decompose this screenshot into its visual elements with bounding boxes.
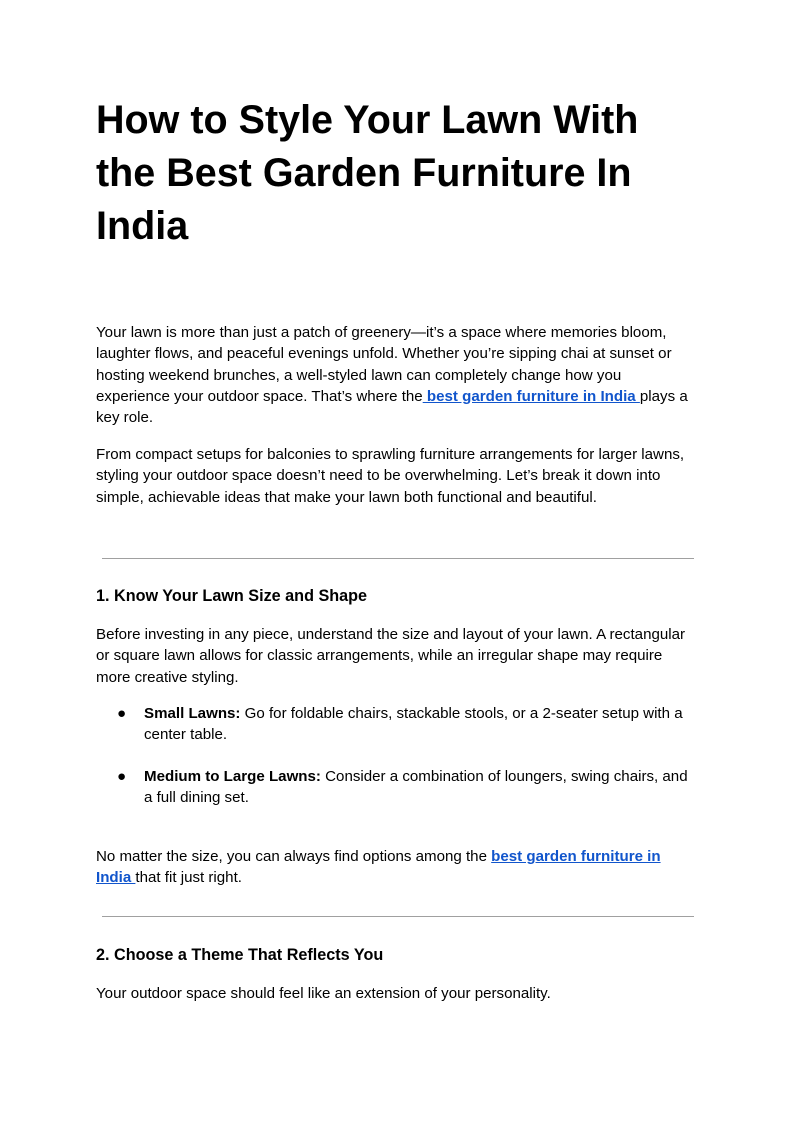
bullet-icon: ● [117, 705, 127, 722]
section-2-paragraph: Your outdoor space should feel like an extension of your personality. [96, 985, 551, 1002]
closing-text-before: No matter the size, you can always find options among the [96, 848, 492, 865]
page-title: How to Style Your Lawn With the Best Garden Furniture In India [96, 98, 639, 248]
list-item-label: Small Lawns: [144, 705, 241, 722]
section-1-paragraph: Before investing in any piece, understand the size and layout of your lawn. A rectangular or square lawn allows for classic arrangements, while an irregular shape may require more creative styling. [96, 626, 686, 686]
closing-text-after: that fit just right. [135, 869, 242, 887]
section-divider-2 [102, 916, 694, 917]
section-1-closing-paragraph [96, 846, 698, 889]
intro-paragraph-2: From compact setups for balconies to sprawling furniture arrangements for larger lawns, styling your outdoor space doesn’t need to be overwhelming. Let’s break it down into simple, achievable ideas that make your lawn both functional and beautiful. [96, 446, 685, 506]
list-item-label: Medium to Large Lawns: [144, 768, 321, 785]
bullet-icon: ● [117, 768, 127, 785]
section-1 [96, 585, 698, 607]
list-item-text: Go for foldable chairs, stackable stools, or a 2-seater setup with a center table. [144, 705, 683, 744]
intro-paragraph-1 [96, 322, 698, 428]
section-1-heading: 1. Know Your Lawn Size and Shape [96, 587, 368, 605]
section-2-heading: 2. Choose a Theme That Reflects You [96, 946, 384, 964]
best-garden-furniture-link-2[interactable]: best garden furniture in India [96, 848, 661, 887]
list-item-text: Consider a combination of loungers, swing chairs, and a full dining set. [144, 768, 688, 807]
section-2 [96, 944, 698, 966]
intro-text-before: Your lawn is more than just a patch of greenery—it’s a space where memories bloom, laughter flows, and peaceful evenings unfold. Whether you’re sipping chai at sunset or hosting weekend brunches, a well-styled lawn can completely change how you experience your outdoor space. That’s where the [96, 324, 672, 405]
list-item [96, 703, 698, 746]
lawn-size-list [96, 703, 698, 746]
intro-text-after: plays a key role. [96, 387, 688, 427]
section-divider [102, 558, 694, 559]
best-garden-furniture-link[interactable]: best garden furniture in India [422, 387, 640, 405]
lawn-size-list-2 [96, 766, 698, 809]
list-item [96, 766, 698, 809]
